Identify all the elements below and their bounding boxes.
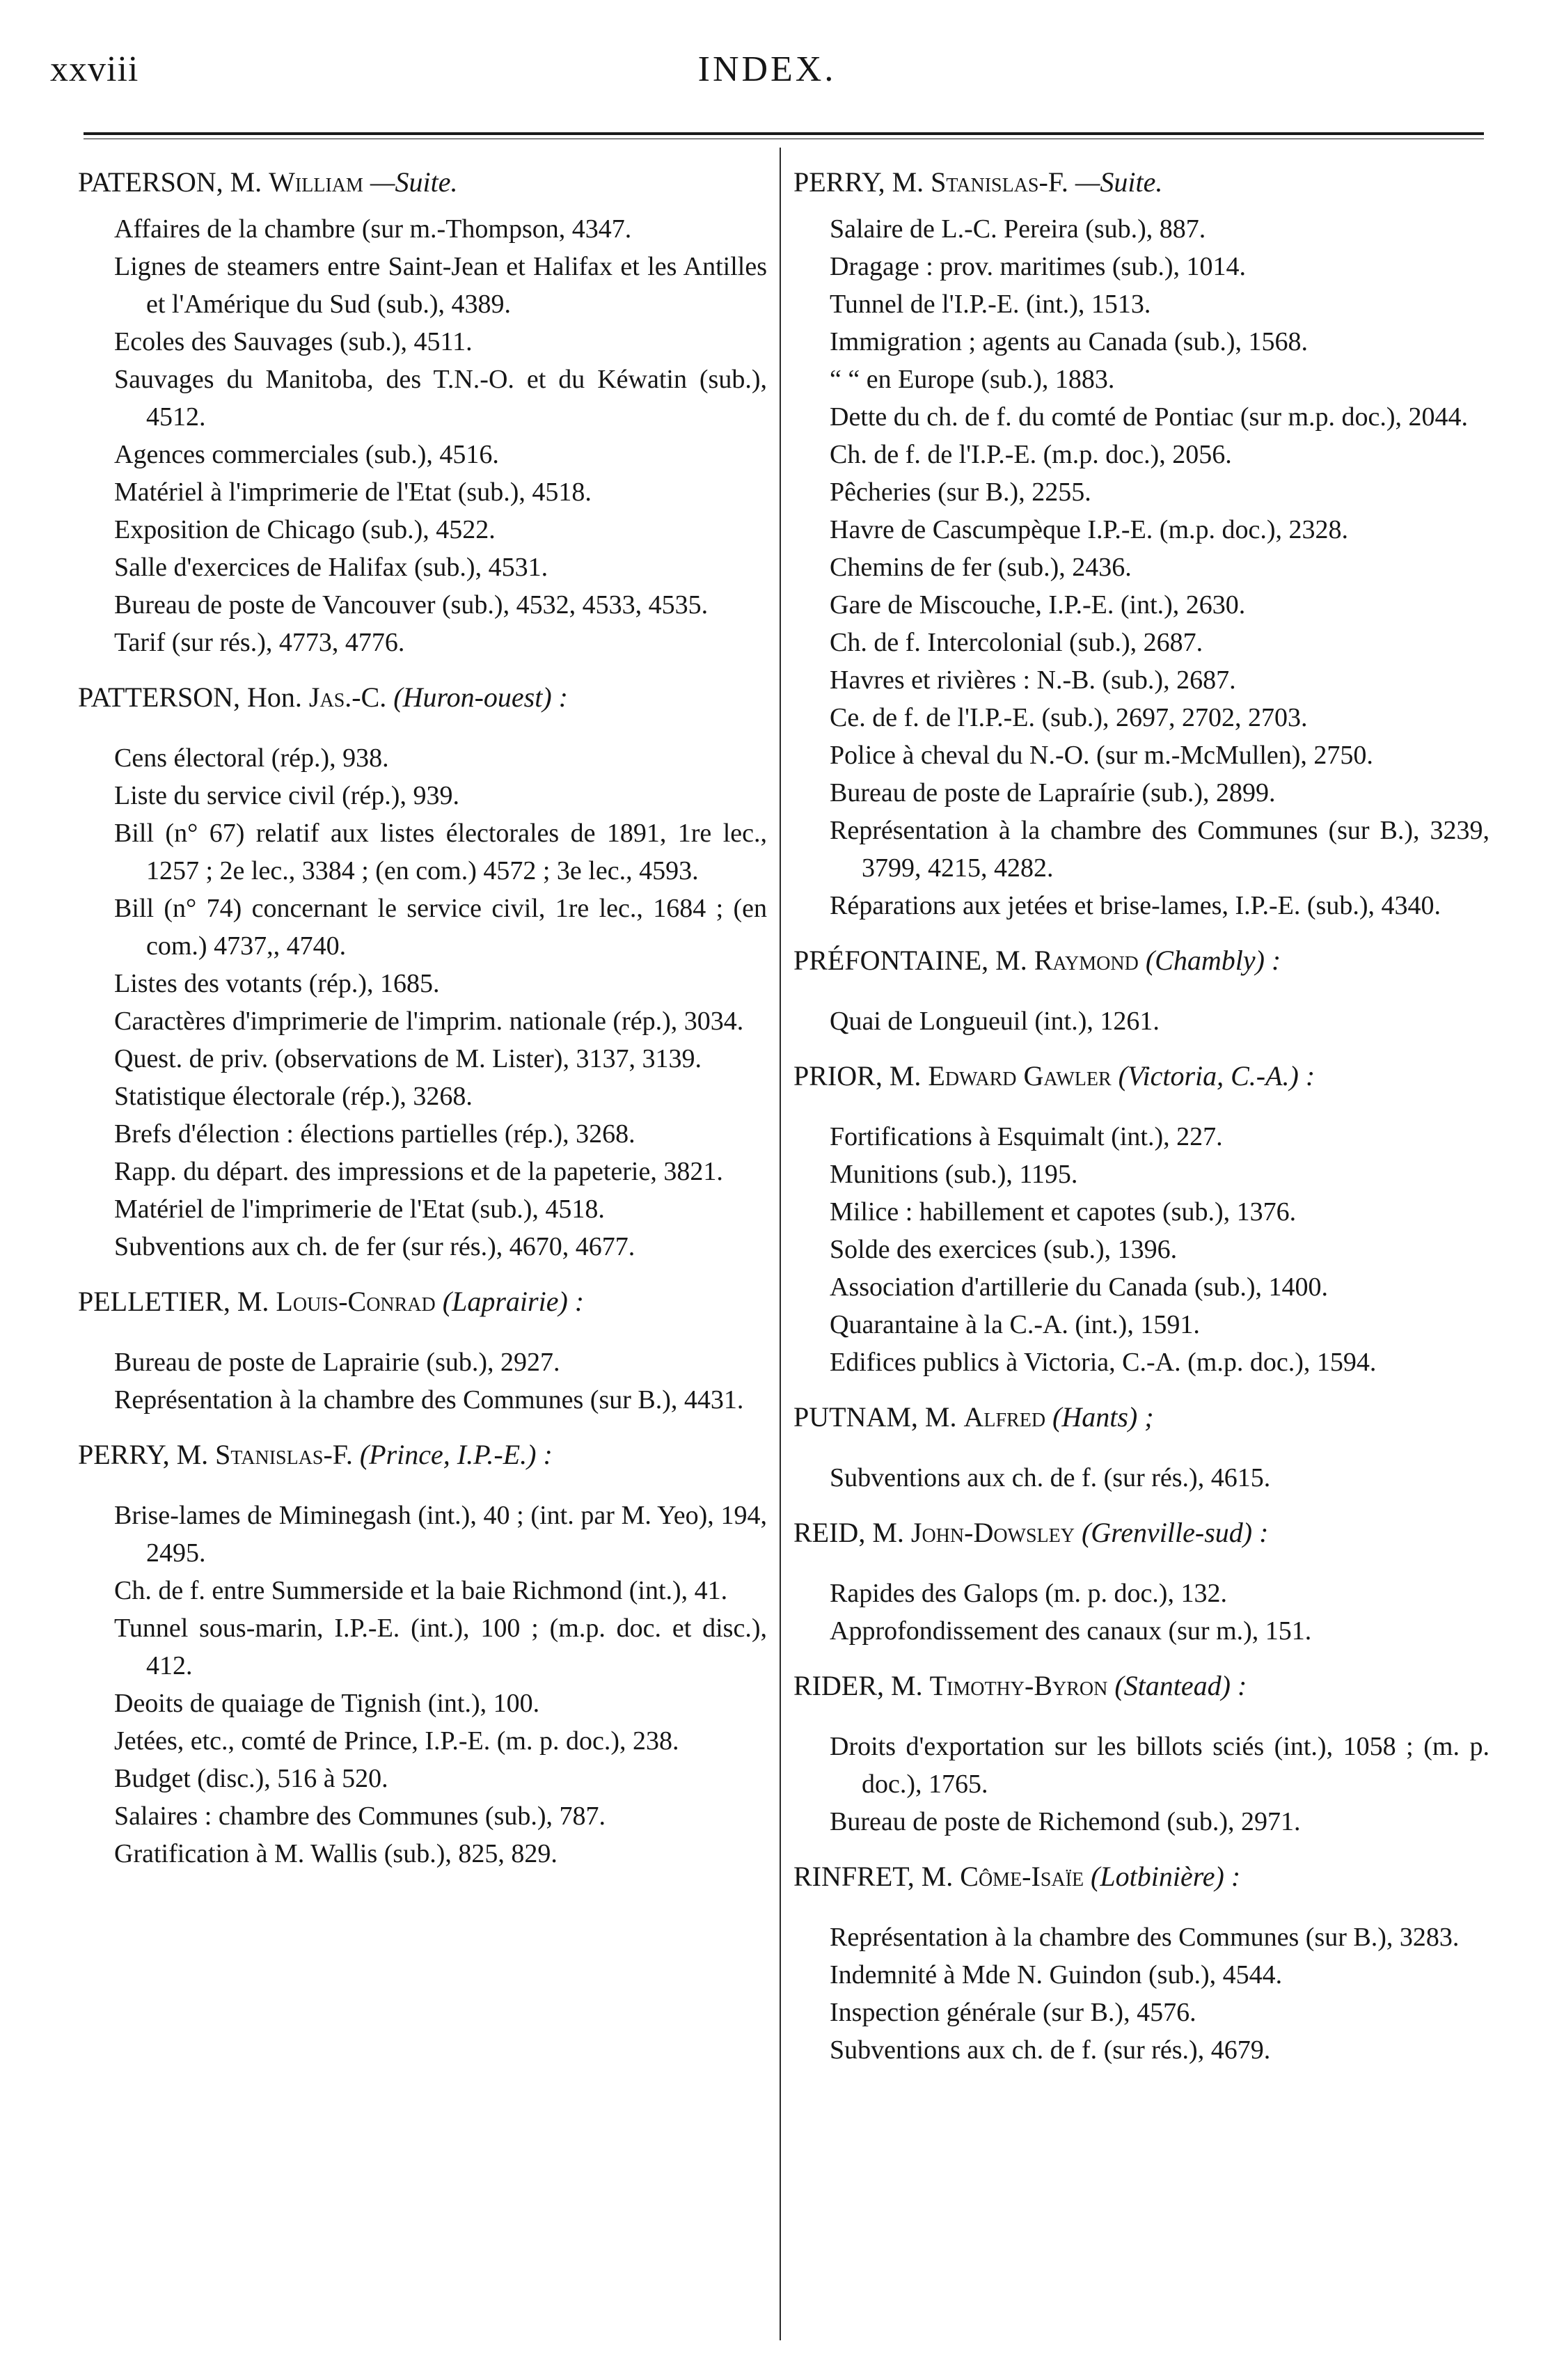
member-given-name: Timothy-Byron bbox=[929, 1670, 1108, 1701]
subject-line: Liste du service civil (rép.), 939. bbox=[114, 781, 459, 810]
entry-heading bbox=[793, 1399, 1489, 1435]
subject-line: Edifices publics à Victoria, C.-A. (m.p. doc.), 1594. bbox=[830, 1348, 1377, 1377]
subject-line: Affaires de la chambre (sur m.-Thompson, 4347. bbox=[114, 214, 632, 244]
member-surname: PRIOR, M. bbox=[793, 1060, 922, 1092]
right-column bbox=[793, 164, 1489, 2087]
subject-line: Statistique électorale (rép.), 3268. bbox=[114, 1082, 473, 1111]
member-riding: (Chambly) : bbox=[1145, 945, 1281, 976]
member-given-name: William bbox=[269, 166, 363, 198]
subject-line: Salaire de L.-C. Pereira (sub.), 887. bbox=[830, 214, 1206, 244]
subject-line: Indemnité à Mde N. Guindon (sub.), 4544. bbox=[830, 1960, 1283, 1989]
running-title: INDEX. bbox=[697, 49, 837, 89]
member-surname: PUTNAM, M. bbox=[793, 1401, 957, 1433]
entry-heading bbox=[793, 1058, 1489, 1094]
subject-line: Havres et rivières : N.-B. (sub.), 2687. bbox=[830, 665, 1236, 695]
member-riding: (Hants) ; bbox=[1052, 1401, 1154, 1433]
member-surname: PERRY, M. bbox=[78, 1439, 209, 1470]
entry-heading bbox=[793, 943, 1489, 979]
subject-line: Matériel à l'imprimerie de l'Etat (sub.), 4518. bbox=[114, 478, 592, 507]
index-entry bbox=[78, 164, 767, 661]
subject-line: Bill (n° 67) relatif aux listes électorales de 1891, 1re lec., 1257 ; 2e lec., 3384 ; (en com.) 4572 ; 3e lec., 4593. bbox=[114, 819, 767, 885]
subject-line: Représentation à la chambre des Communes (sur B.), 3283. bbox=[830, 1923, 1460, 1952]
subject-line: Ecoles des Sauvages (sub.), 4511. bbox=[114, 327, 473, 356]
entry-heading bbox=[78, 679, 767, 716]
header-rule bbox=[84, 132, 1484, 135]
index-entry bbox=[793, 1058, 1489, 1381]
member-riding: —Suite. bbox=[1075, 166, 1163, 198]
subject-line: Bureau de poste de Vancouver (sub.), 4532, 4533, 4535. bbox=[114, 590, 709, 620]
subject-line: Bureau de poste de Lapraírie (sub.), 2899. bbox=[830, 778, 1276, 807]
subject-line: Ce. de f. de l'I.P.-E. (sub.), 2697, 2702, 2703. bbox=[830, 703, 1308, 732]
entry-heading bbox=[78, 164, 767, 200]
subject-line: Agences commerciales (sub.), 4516. bbox=[114, 440, 499, 469]
subject-line: Police à cheval du N.-O. (sur m.-McMullen), 2750. bbox=[830, 741, 1373, 770]
subject-line: Fortifications à Esquimalt (int.), 227. bbox=[830, 1122, 1223, 1151]
entry-heading bbox=[793, 164, 1489, 200]
member-riding: (Victoria, C.-A.) : bbox=[1118, 1060, 1315, 1092]
subject-line: Quest. de priv. (observations de M. Lister), 3137, 3139. bbox=[114, 1044, 702, 1073]
entry-subjects bbox=[793, 210, 1489, 924]
member-given-name: Raymond bbox=[1034, 945, 1139, 976]
member-riding: (Lotbinière) : bbox=[1091, 1861, 1241, 1892]
subject-line: Budget (disc.), 516 à 520. bbox=[114, 1764, 388, 1793]
index-entry bbox=[793, 1399, 1489, 1497]
entry-subjects bbox=[793, 1459, 1489, 1497]
entry-heading bbox=[793, 1668, 1489, 1704]
subject-line: Cens électoral (rép.), 938. bbox=[114, 743, 389, 773]
subject-line: Rapp. du départ. des impressions et de la papeterie, 3821. bbox=[114, 1157, 723, 1186]
index-entry bbox=[78, 1284, 767, 1419]
index-entry bbox=[793, 1859, 1489, 2069]
member-given-name: Louis-Conrad bbox=[276, 1286, 436, 1317]
member-surname: PATTERSON, Hon. bbox=[78, 681, 302, 713]
subject-line: Caractères d'imprimerie de l'imprim. nationale (rép.), 3034. bbox=[114, 1007, 744, 1036]
subject-line: Matériel de l'imprimerie de l'Etat (sub.), 4518. bbox=[114, 1195, 605, 1224]
member-surname: PRÉFONTAINE, M. bbox=[793, 945, 1027, 976]
subject-line: Lignes de steamers entre Saint-Jean et Halifax et les Antilles et l'Amérique du Sud (sub.), 4389. bbox=[114, 252, 767, 319]
subject-line: Représentation à la chambre des Communes (sur B.), 4431. bbox=[114, 1385, 744, 1414]
subject-line: Gare de Miscouche, I.P.-E. (int.), 2630. bbox=[830, 590, 1246, 620]
page-header bbox=[50, 49, 1484, 104]
entry-heading bbox=[78, 1437, 767, 1473]
subject-line: Tarif (sur rés.), 4773, 4776. bbox=[114, 628, 405, 657]
entry-subjects bbox=[793, 1118, 1489, 1381]
subject-line: Subventions aux ch. de f. (sur rés.), 4679. bbox=[830, 2035, 1271, 2065]
entry-subjects bbox=[78, 1497, 767, 1873]
member-riding: (Stantead) : bbox=[1114, 1670, 1247, 1701]
index-entry bbox=[793, 1515, 1489, 1650]
entry-subjects bbox=[78, 739, 767, 1266]
member-given-name: Alfred bbox=[963, 1401, 1046, 1433]
subject-line: Rapides des Galops (m. p. doc.), 132. bbox=[830, 1579, 1227, 1608]
subject-line: Tunnel sous-marin, I.P.-E. (int.), 100 ; (m.p. doc. et disc.), 412. bbox=[114, 1614, 767, 1680]
entry-subjects bbox=[793, 1918, 1489, 2069]
subject-line: Bill (n° 74) concernant le service civil, 1re lec., 1684 ; (en com.) 4737,, 4740. bbox=[114, 894, 767, 961]
entry-subjects bbox=[78, 210, 767, 661]
subject-line: Réparations aux jetées et brise-lames, I.P.-E. (sub.), 4340. bbox=[830, 891, 1441, 920]
subject-line: “ “ en Europe (sub.), 1883. bbox=[830, 365, 1115, 394]
subject-line: Jetées, etc., comté de Prince, I.P.-E. (m. p. doc.), 238. bbox=[114, 1726, 679, 1756]
member-riding: (Laprairie) : bbox=[442, 1286, 585, 1317]
index-entry bbox=[793, 1668, 1489, 1841]
member-riding: (Huron-ouest) : bbox=[393, 681, 568, 713]
subject-line: Association d'artillerie du Canada (sub.), 1400. bbox=[830, 1272, 1329, 1302]
subject-line: Dette du ch. de f. du comté de Pontiac (sur m.p. doc.), 2044. bbox=[830, 402, 1469, 432]
subject-line: Ch. de f. Intercolonial (sub.), 2687. bbox=[830, 628, 1203, 657]
index-entry bbox=[793, 943, 1489, 1040]
entry-heading bbox=[793, 1859, 1489, 1895]
subject-line: Brise-lames de Miminegash (int.), 40 ; (int. par M. Yeo), 194, 2495. bbox=[114, 1501, 767, 1568]
subject-line: Sauvages du Manitoba, des T.N.-O. et du Kéwatin (sub.), 4512. bbox=[114, 365, 767, 432]
subject-line: Munitions (sub.), 1195. bbox=[830, 1160, 1078, 1189]
member-surname: PATERSON, M. bbox=[78, 166, 262, 198]
subject-line: Tunnel de l'I.P.-E. (int.), 1513. bbox=[830, 290, 1151, 319]
subject-line: Milice : habillement et capotes (sub.), 1376. bbox=[830, 1197, 1297, 1227]
subject-line: Brefs d'élection : élections partielles (rép.), 3268. bbox=[114, 1119, 635, 1149]
subject-line: Subventions aux ch. de fer (sur rés.), 4670, 4677. bbox=[114, 1232, 635, 1261]
subject-line: Subventions aux ch. de f. (sur rés.), 4615. bbox=[830, 1463, 1271, 1492]
subject-line: Exposition de Chicago (sub.), 4522. bbox=[114, 515, 496, 544]
member-riding: —Suite. bbox=[370, 166, 458, 198]
subject-line: Havre de Cascumpèque I.P.-E. (m.p. doc.), 2328. bbox=[830, 515, 1349, 544]
subject-line: Listes des votants (rép.), 1685. bbox=[114, 969, 440, 998]
subject-line: Salaires : chambre des Communes (sub.), 787. bbox=[114, 1802, 606, 1831]
subject-line: Ch. de f. de l'I.P.-E. (m.p. doc.), 2056. bbox=[830, 440, 1232, 469]
subject-line: Approfondissement des canaux (sur m.), 151. bbox=[830, 1616, 1312, 1646]
entry-heading bbox=[793, 1515, 1489, 1551]
subject-line: Pêcheries (sur B.), 2255. bbox=[830, 478, 1091, 507]
member-given-name: John-Dowsley bbox=[910, 1517, 1075, 1548]
index-entry bbox=[78, 1437, 767, 1873]
subject-line: Droits d'exportation sur les billots sciés (int.), 1058 ; (m. p. doc.), 1765. bbox=[830, 1732, 1489, 1799]
subject-line: Chemins de fer (sub.), 2436. bbox=[830, 553, 1132, 582]
subject-line: Ch. de f. entre Summerside et la baie Richmond (int.), 41. bbox=[114, 1576, 728, 1605]
member-riding: (Prince, I.P.-E.) : bbox=[359, 1439, 553, 1470]
member-given-name: Stanislas-F. bbox=[215, 1439, 353, 1470]
page-number: xxviii bbox=[50, 49, 139, 89]
member-surname: PERRY, M. bbox=[793, 166, 924, 198]
entry-subjects bbox=[793, 1728, 1489, 1841]
column-divider bbox=[780, 148, 781, 2340]
member-given-name: Jas.-C. bbox=[308, 681, 387, 713]
member-surname: RIDER, M. bbox=[793, 1670, 923, 1701]
subject-line: Bureau de poste de Richemond (sub.), 2971. bbox=[830, 1807, 1301, 1836]
subject-line: Gratification à M. Wallis (sub.), 825, 829. bbox=[114, 1839, 558, 1868]
entry-heading bbox=[78, 1284, 767, 1320]
subject-line: Quai de Longueuil (int.), 1261. bbox=[830, 1007, 1160, 1036]
left-column bbox=[78, 164, 767, 1891]
entry-subjects bbox=[793, 1575, 1489, 1650]
subject-line: Salle d'exercices de Halifax (sub.), 4531. bbox=[114, 553, 548, 582]
subject-line: Dragage : prov. maritimes (sub.), 1014. bbox=[830, 252, 1246, 281]
member-given-name: Edward Gawler bbox=[928, 1060, 1112, 1092]
member-surname: REID, M. bbox=[793, 1517, 904, 1548]
member-riding: (Grenville-sud) : bbox=[1081, 1517, 1269, 1548]
index-entry bbox=[793, 164, 1489, 924]
member-surname: RINFRET, M. bbox=[793, 1861, 954, 1892]
entry-subjects bbox=[78, 1343, 767, 1419]
subject-line: Représentation à la chambre des Communes (sur B.), 3239, 3799, 4215, 4282. bbox=[830, 816, 1489, 883]
index-entry bbox=[78, 679, 767, 1266]
member-given-name: Stanislas-F. bbox=[931, 166, 1068, 198]
subject-line: Immigration ; agents au Canada (sub.), 1568. bbox=[830, 327, 1309, 356]
subject-line: Deoits de quaiage de Tignish (int.), 100. bbox=[114, 1689, 540, 1718]
member-surname: PELLETIER, M. bbox=[78, 1286, 269, 1317]
subject-line: Inspection générale (sur B.), 4576. bbox=[830, 1998, 1196, 2027]
subject-line: Bureau de poste de Laprairie (sub.), 2927. bbox=[114, 1348, 560, 1377]
subject-line: Solde des exercices (sub.), 1396. bbox=[830, 1235, 1178, 1264]
entry-subjects bbox=[793, 1002, 1489, 1040]
subject-line: Quarantaine à la C.-A. (int.), 1591. bbox=[830, 1310, 1200, 1339]
member-given-name: Côme-Isaïe bbox=[960, 1861, 1084, 1892]
